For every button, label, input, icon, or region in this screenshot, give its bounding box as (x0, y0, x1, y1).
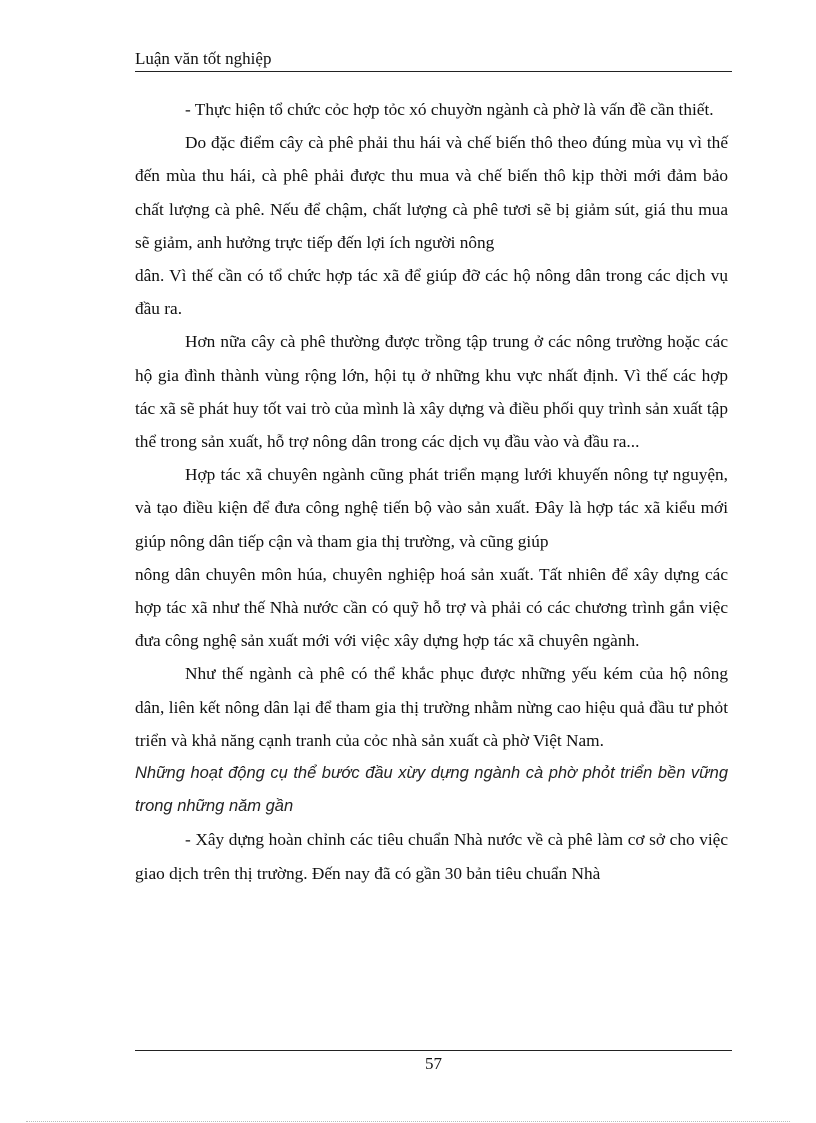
paragraph-cooperative-need: - Thực hiện tổ chức cỏc hợp tỏc xó chuyờn ngành cà phờ là vấn đề cần thiết. (185, 100, 714, 119)
paragraph-farmer-services-text: dân. Vì thế cần có tổ chức hợp tác xã để giúp đỡ các hộ nông dân trong các dịch vụ đầu ra. (135, 266, 728, 319)
paragraph-farmer-services (135, 259, 728, 325)
section-heading-italic: Những hoạt động cụ thể bước đầu xừy dựng ngành cà phờ phỏt triển bền vững trong những năm gần (135, 764, 728, 816)
header-divider (135, 71, 732, 72)
page-bottom-edge (26, 1121, 790, 1122)
paragraph-harvest-season: Do đặc điểm cây cà phê phải thu hái và chế biến thô theo đúng mùa vụ vì thế đến mùa thu hái, cà phê phải được thu mua và chế biến thô kịp thời mới đảm bảo chất lượng cà phê. Nếu để chậm, chất lượng cà phê tươi sẽ bị giảm sút, giá thu mua sẽ giảm, anh hưởng trực tiếp đến lợi ích người nông (135, 133, 728, 252)
paragraph-specialization (135, 558, 728, 658)
paragraph-overcome-weakness: Như thế ngành cà phê có thể khắc phục được những yếu kém của hộ nông dân, liên kết nông dân lại để tham gia thị trường nhằm nừng cao hiệu quả đầu tư phỏt triển và khả năng cạnh tranh của cỏc nhà sản xuất cà phờ Việt Nam. (135, 664, 728, 750)
footer-divider (135, 1050, 732, 1051)
page-number: 57 (425, 1054, 442, 1073)
document-body (135, 93, 728, 890)
paragraph-standards: - Xây dựng hoàn chỉnh các tiêu chuẩn Nhà nước về cà phê làm cơ sở cho việc giao dịch trên thị trường. Đến nay đã có gần 30 bản tiêu chuẩn Nhà (135, 830, 728, 883)
running-header: Luận văn tốt nghiệp (135, 49, 272, 68)
paragraph-specialization-text: nông dân chuyên môn húa, chuyên nghiệp hoá sản xuất. Tất nhiên để xây dựng các hợp tác xã như thế Nhà nước cần có quỹ hỗ trợ và phải có các chương trình gắn việc đưa công nghệ sản xuất mới với việc xây dựng hợp tác xã chuyên ngành. (135, 564, 728, 651)
paragraph-extension-network: Hợp tác xã chuyên ngành cũng phát triển mạng lưới khuyến nông tự nguyện, và tạo điều kiện để đưa công nghệ tiến bộ vào sản xuất. Đây là hợp tác xã kiểu mới giúp nông dân tiếp cận và tham gia thị trường, và cũng giúp (135, 465, 728, 551)
paragraph-concentrated-planting: Hơn nữa cây cà phê thường được trồng tập trung ở các nông trường hoặc các hộ gia đình thành vùng rộng lớn, hội tụ ở những khu vực nhất định. Vì thế các hợp tác xã sẽ phát huy tốt vai trò của mình là xây dựng và điều phối quy trình sản xuất tập thể trong sản xuất, hỗ trợ nông dân trong các dịch vụ đầu vào và đầu ra... (135, 332, 728, 452)
